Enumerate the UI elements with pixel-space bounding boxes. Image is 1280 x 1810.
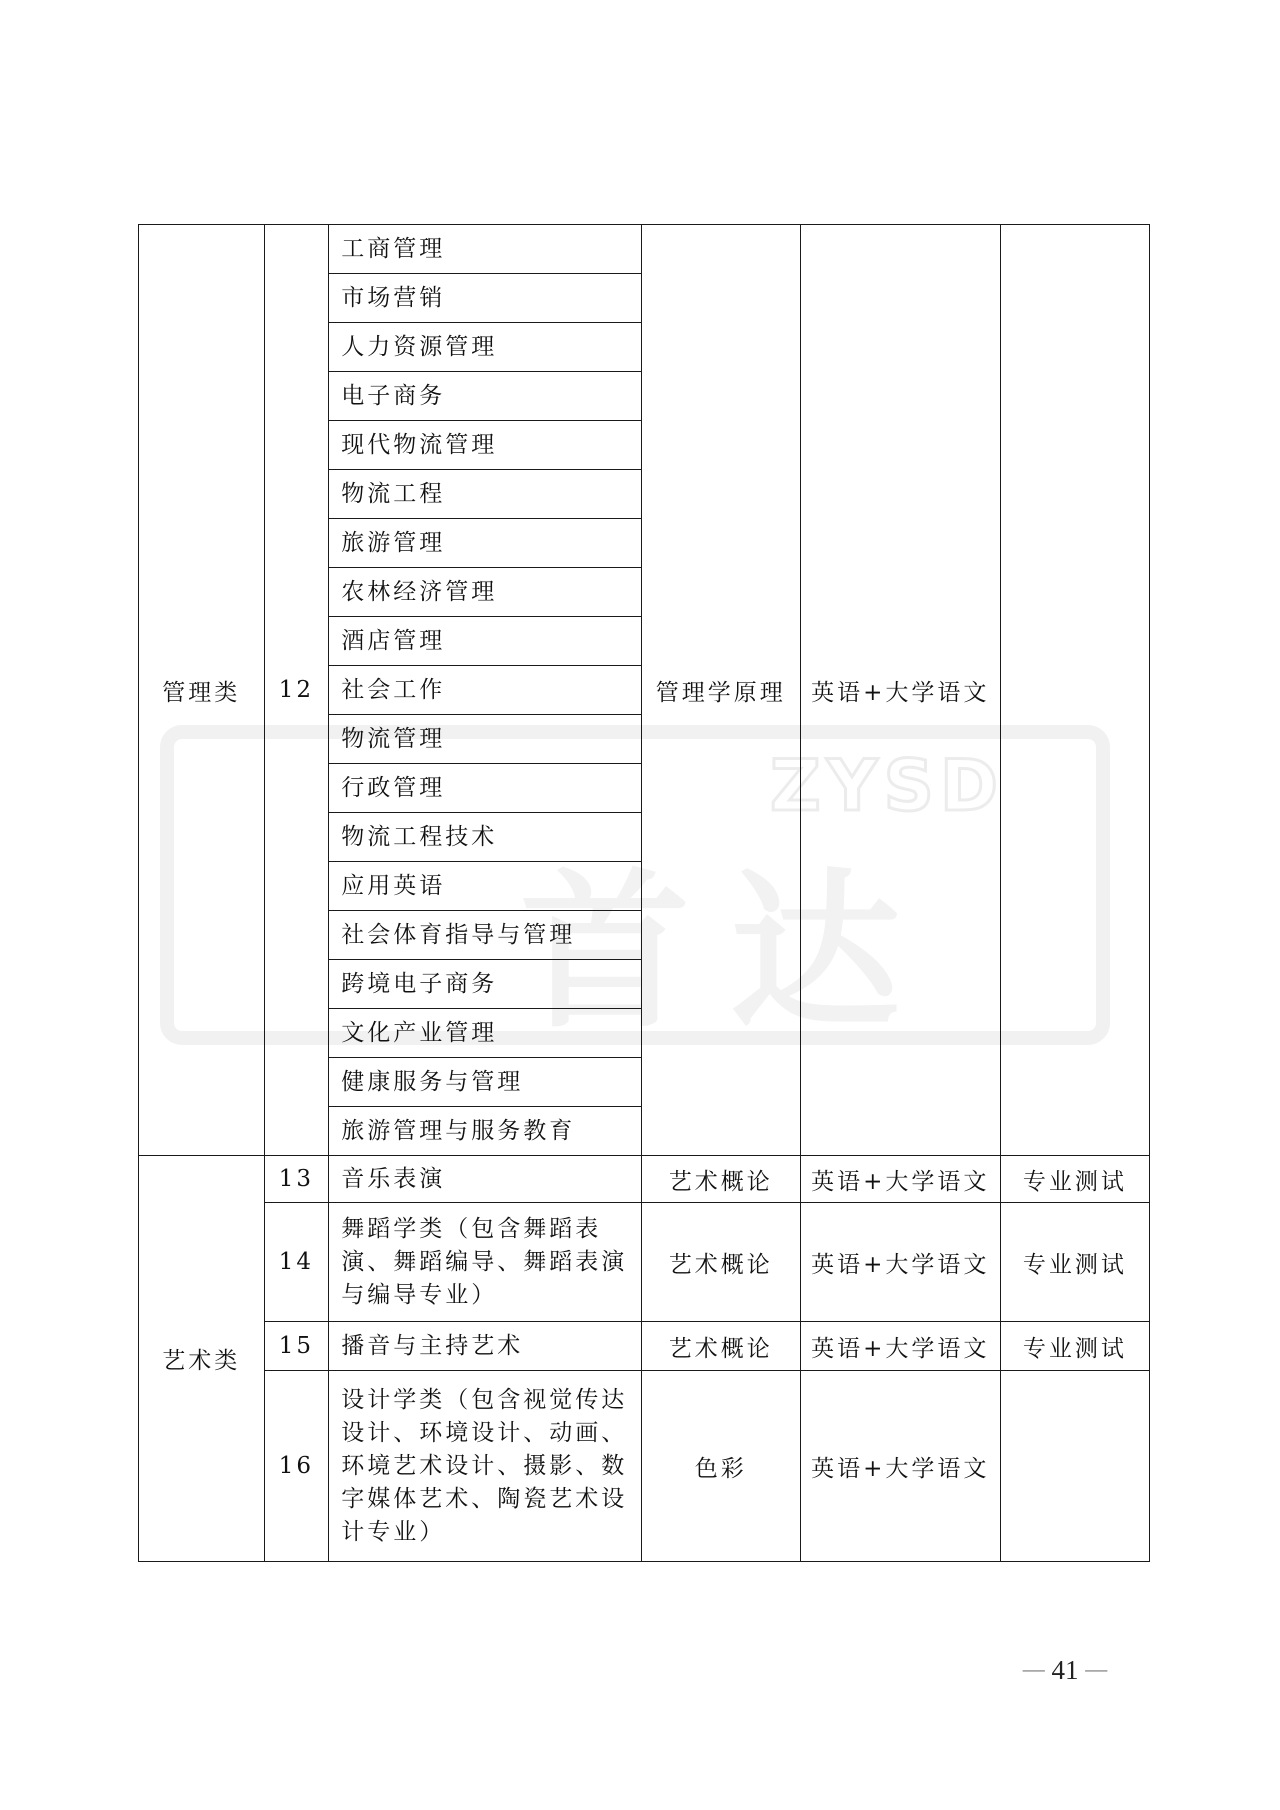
number-cell: 15 [264, 1322, 329, 1371]
subject2-cell: 英语+大学语文 [800, 1203, 1000, 1322]
subject3-cell: 专业测试 [1000, 1156, 1149, 1203]
major-cell: 旅游管理与服务教育 [329, 1107, 642, 1156]
subject3-cell: 专业测试 [1000, 1322, 1149, 1371]
subject2-cell: 英语+大学语文 [800, 1156, 1000, 1203]
subject1-cell: 管理学原理 [641, 225, 800, 1156]
major-cell: 播音与主持艺术 [329, 1322, 642, 1371]
category-cell-management: 管理类 [139, 225, 265, 1156]
page-number-value: 41 [1051, 1655, 1079, 1685]
major-cell: 物流管理 [329, 715, 642, 764]
major-cell: 行政管理 [329, 764, 642, 813]
major-cell: 舞蹈学类（包含舞蹈表演、舞蹈编导、舞蹈表演与编导专业） [329, 1203, 642, 1322]
major-cell: 社会工作 [329, 666, 642, 715]
subject3-cell: 专业测试 [1000, 1203, 1149, 1322]
major-cell: 人力资源管理 [329, 323, 642, 372]
page-number [1010, 1655, 1120, 1686]
major-cell: 设计学类（包含视觉传达设计、环境设计、动画、环境艺术设计、摄影、数字媒体艺术、陶瓷艺术设计专业） [329, 1371, 642, 1562]
table-row [139, 1156, 1150, 1203]
number-cell: 16 [264, 1371, 329, 1562]
major-cell: 市场营销 [329, 274, 642, 323]
number-cell: 12 [264, 225, 329, 1156]
table-row [139, 225, 1150, 274]
table-row [139, 1371, 1150, 1562]
subject1-cell: 艺术概论 [641, 1322, 800, 1371]
major-cell: 农林经济管理 [329, 568, 642, 617]
category-cell-arts: 艺术类 [139, 1156, 265, 1562]
major-cell: 物流工程 [329, 470, 642, 519]
number-cell: 14 [264, 1203, 329, 1322]
major-cell: 工商管理 [329, 225, 642, 274]
major-cell: 健康服务与管理 [329, 1058, 642, 1107]
subject1-cell: 艺术概论 [641, 1156, 800, 1203]
watermark-chars: 首达 [520, 854, 941, 1052]
major-cell: 应用英语 [329, 862, 642, 911]
major-cell: 现代物流管理 [329, 421, 642, 470]
major-cell: 文化产业管理 [329, 1009, 642, 1058]
major-cell: 社会体育指导与管理 [329, 911, 642, 960]
major-cell: 电子商务 [329, 372, 642, 421]
major-cell: 物流工程技术 [329, 813, 642, 862]
subject2-cell: 英语+大学语文 [800, 1322, 1000, 1371]
page-number-dash-left: — [1022, 1656, 1045, 1681]
subject3-cell [1000, 225, 1149, 1156]
major-cell: 音乐表演 [329, 1156, 642, 1203]
page-number-dash-right: — [1085, 1656, 1108, 1681]
table-row [139, 1203, 1150, 1322]
subject1-cell: 艺术概论 [641, 1203, 800, 1322]
number-cell: 13 [264, 1156, 329, 1203]
subject2-cell: 英语+大学语文 [800, 225, 1000, 1156]
table-row [139, 1322, 1150, 1371]
major-cell: 酒店管理 [329, 617, 642, 666]
subject3-cell [1000, 1371, 1149, 1562]
major-cell: 跨境电子商务 [329, 960, 642, 1009]
subject-table [138, 224, 1150, 1562]
watermark-letters: ZYSD [770, 745, 1004, 827]
subject2-cell: 英语+大学语文 [800, 1371, 1000, 1562]
subject1-cell: 色彩 [641, 1371, 800, 1562]
major-cell: 旅游管理 [329, 519, 642, 568]
